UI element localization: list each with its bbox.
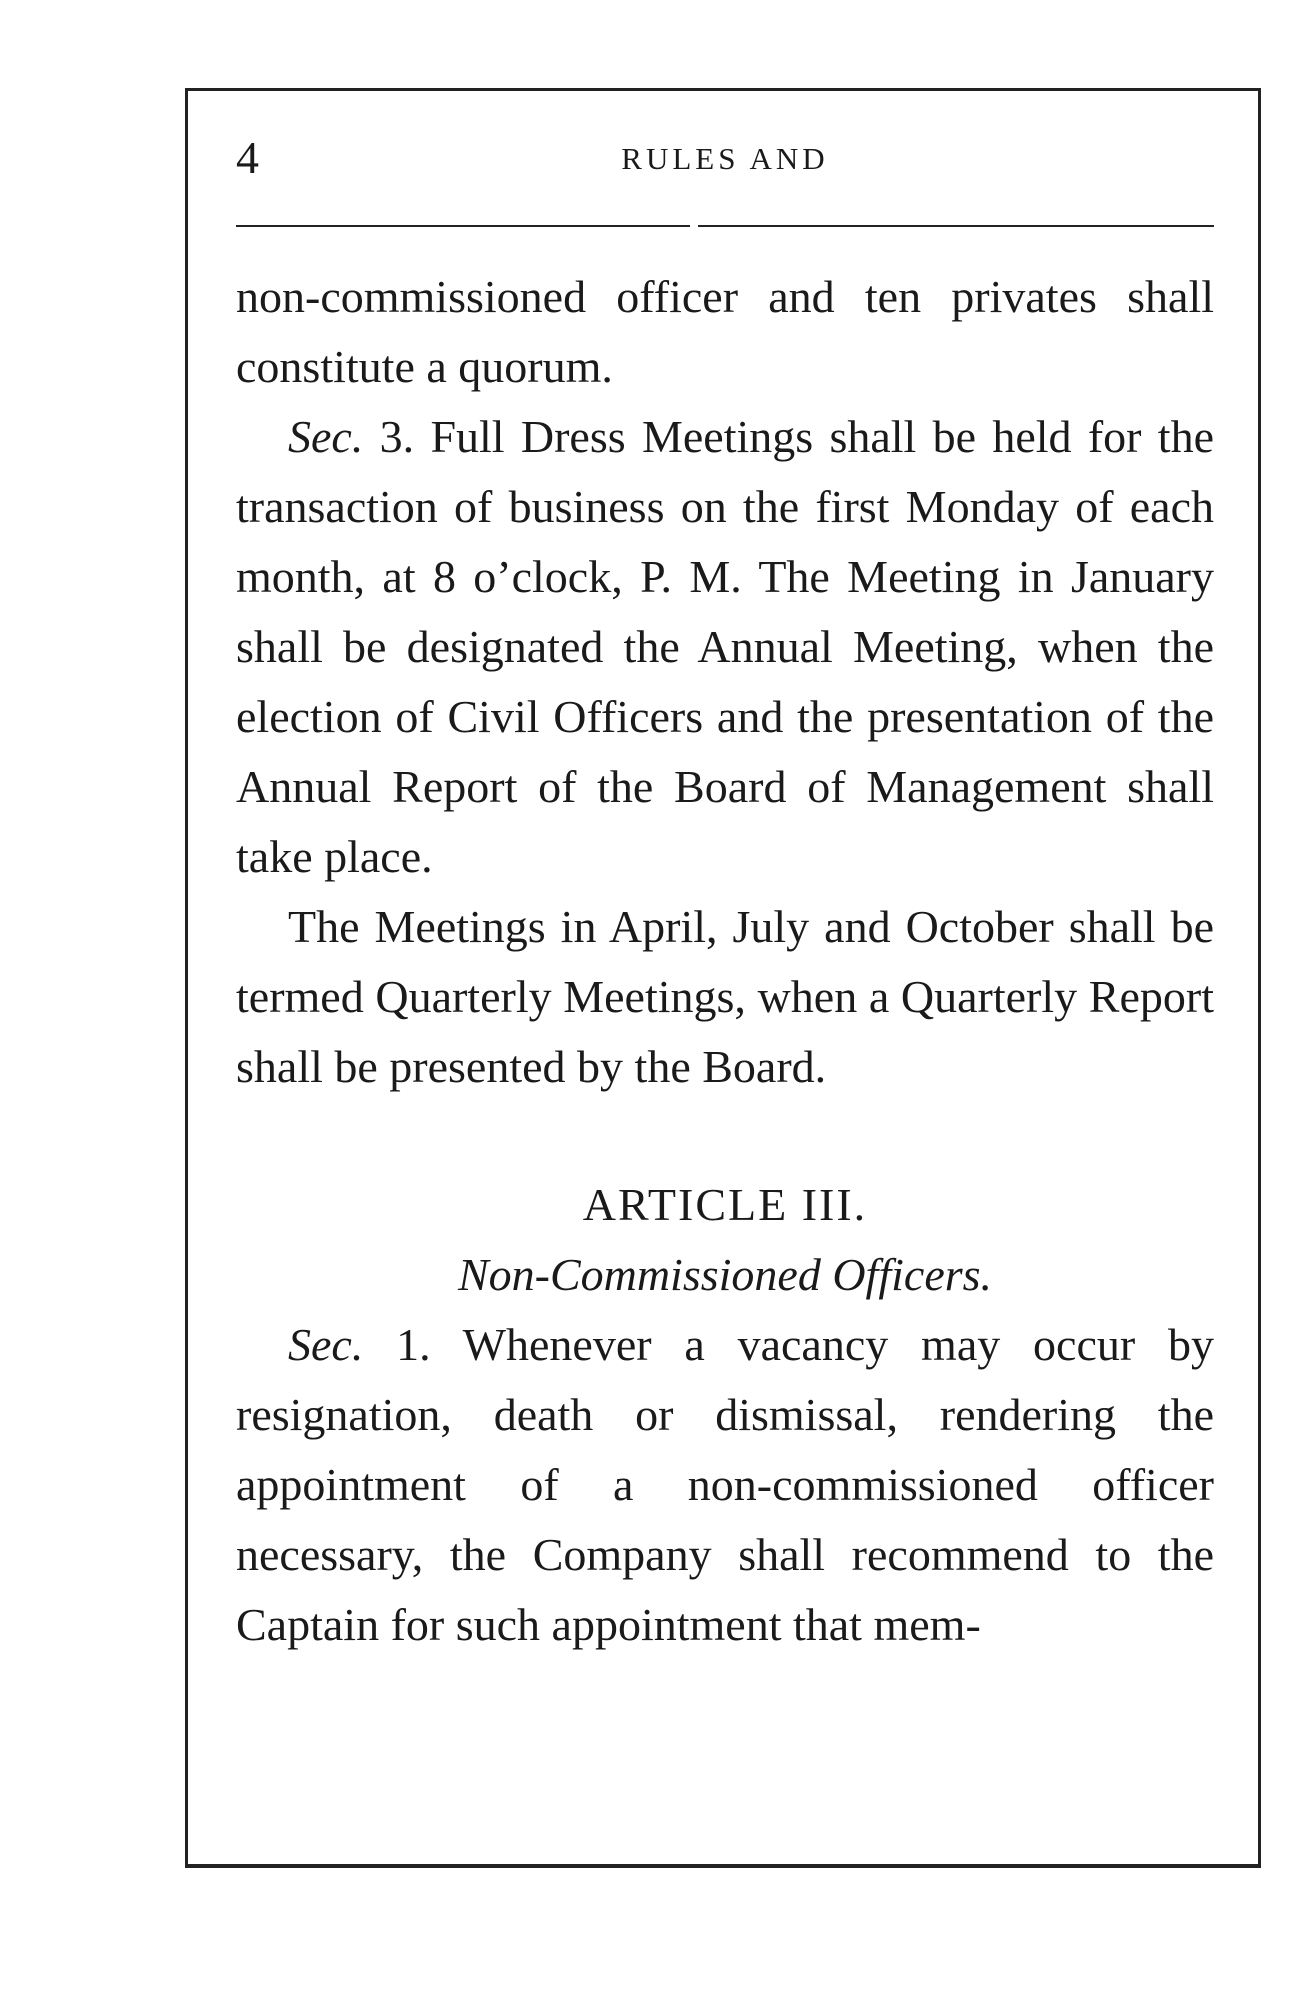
header-rule-left bbox=[236, 225, 690, 227]
paragraph-section-1 bbox=[236, 1310, 1214, 1660]
section-label: Sec. bbox=[288, 1319, 364, 1370]
article-subheading: Non-Commissioned Officers. bbox=[457, 1249, 993, 1300]
running-title: RULES AND bbox=[621, 141, 829, 176]
page-header bbox=[236, 128, 1214, 188]
article-heading: ARTICLE III. bbox=[582, 1179, 868, 1230]
section-1-text: 1. Whenever a vacancy may occur by resignation, death or dismissal, rendering the appointment of a non-commissioned officer necessary, the Company shall recommend to the Captain for such appointment that mem- bbox=[236, 1319, 1214, 1650]
header-rule-right bbox=[698, 225, 1214, 227]
paragraph-section-3 bbox=[236, 402, 1214, 892]
paragraph-continuation: non-commissioned officer and ten privates shall constitute a quorum. bbox=[236, 271, 1214, 392]
paragraph-quarterly-meetings: The Meetings in April, July and October shall be termed Quarterly Meetings, when a Quarterly Report shall be presented by the Board. bbox=[236, 901, 1214, 1092]
section-3-text: 3. Full Dress Meetings shall be held for the transaction of business on the first Monday of each month, at 8 o’clock, P. M. The Meeting in January shall be designated the Annual Meeting, when the election of Civil Officers and the presentation of the Annual Report of the Board of Management shall take place. bbox=[236, 411, 1214, 882]
page-body bbox=[236, 262, 1214, 1660]
page-number: 4 bbox=[236, 132, 259, 183]
section-label: Sec. bbox=[288, 411, 364, 462]
